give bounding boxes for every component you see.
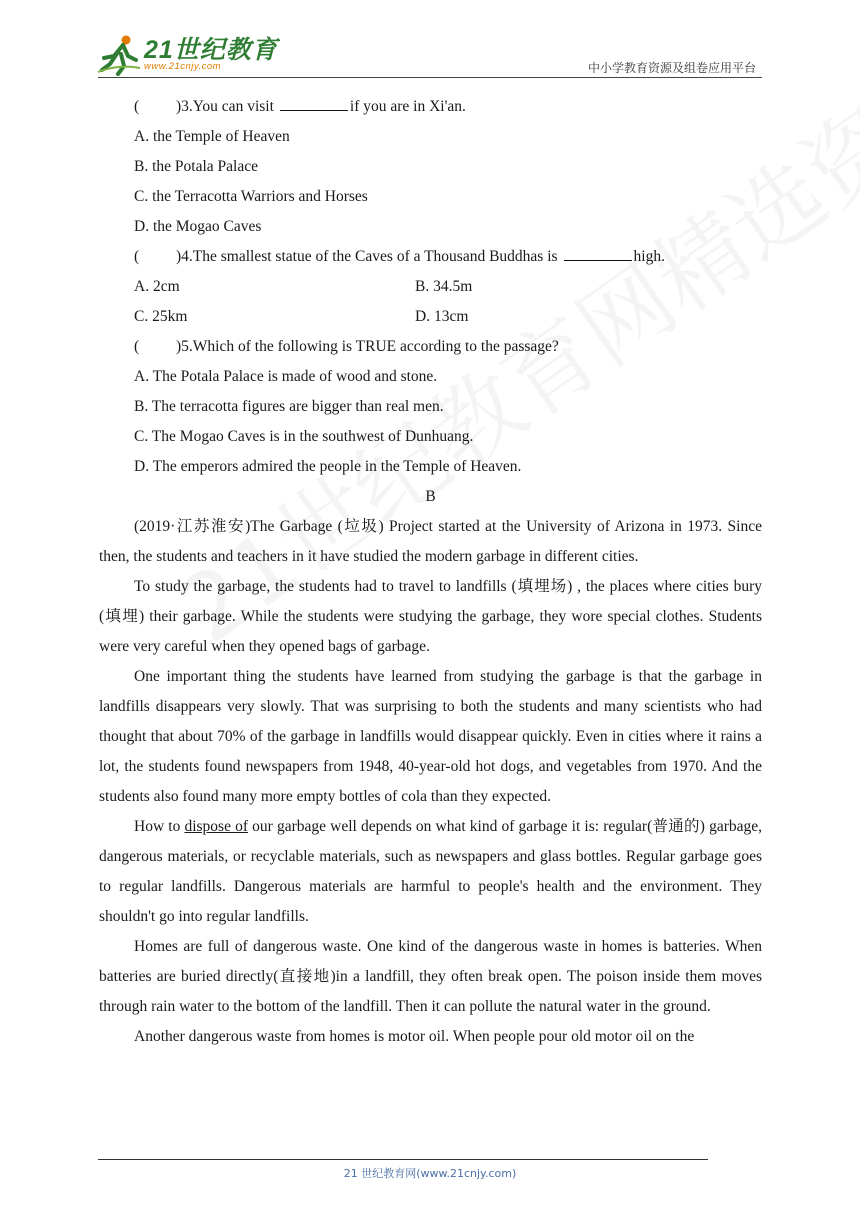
option-a: A. the Temple of Heaven [134, 128, 290, 145]
passage-paragraph-5: Homes are full of dangerous waste. One kind of the dangerous waste in homes is batteries. When batteries are buried directly(直接地)in a landfill, they often break open. The poison inside them moves through rain water to the bottom of the landfill. Then it can pollute the natural water in the ground. [99, 938, 762, 1015]
option-a: A. 2cm [134, 278, 180, 295]
answer-blank [564, 246, 632, 261]
section-label: B [425, 488, 436, 505]
option-d: D. 13cm [415, 308, 469, 325]
document-body [99, 92, 762, 1052]
logo-text: 21世纪教育 [144, 36, 278, 64]
question-text: )5.Which of the following is TRUE according to the passage? [176, 338, 559, 355]
answer-blank [280, 96, 348, 111]
answer-paren: ( [134, 338, 140, 355]
header-divider [98, 77, 762, 78]
option-c: C. 25km [134, 308, 188, 325]
paragraph-text: How to [134, 818, 185, 835]
options-row [99, 302, 762, 332]
page-header [0, 0, 860, 80]
answer-paren: ( [134, 98, 140, 115]
question-5 [99, 332, 762, 362]
passage-paragraph-3: One important thing the students have learned from studying the garbage is that the garbage in landfills disappears very slowly. That was surprising to both the students and many scientists who had thought that about 70% of the garbage in landfills would disappear quickly. Even in cities where it rains a lot, the students found newspapers from 1948, 40-year-old hot dogs, and vegetables from 1970. And the students also found many more empty bottles of cola than they expected. [99, 668, 762, 805]
question-text: )3.You can visit [176, 98, 274, 115]
answer-paren: ( [134, 248, 140, 265]
option-d: D. The emperors admired the people in the Temple of Heaven. [134, 458, 522, 475]
runner-icon [96, 34, 142, 76]
passage-paragraph-1: (2019·江苏淮安)The Garbage (垃圾) Project started at the University of Arizona in 1973. Since then, the students and teachers in it have studied the modern garbage in different cities. [99, 518, 762, 565]
options-row [99, 272, 762, 302]
question-text-after: high. [633, 248, 665, 265]
option-b: B. 34.5m [415, 278, 473, 295]
option-b: B. the Potala Palace [134, 158, 258, 175]
option-a: A. The Potala Palace is made of wood and stone. [134, 368, 438, 385]
question-text: )4.The smallest statue of the Caves of a Thousand Buddhas is [176, 248, 558, 265]
passage-paragraph-6: Another dangerous waste from homes is motor oil. When people pour old motor oil on the [134, 1028, 695, 1045]
option-d: D. the Mogao Caves [134, 218, 262, 235]
question-3 [99, 92, 762, 122]
site-logo[interactable] [96, 34, 278, 78]
option-c: C. the Terracotta Warriors and Horses [134, 188, 368, 205]
page-footer[interactable]: 21 世纪教育网(www.21cnjy.com) [343, 1167, 517, 1180]
logo-url: www.21cnjy.com [144, 61, 222, 72]
footer-divider [98, 1159, 708, 1160]
passage-paragraph-4 [99, 812, 762, 932]
option-b: B. The terracotta figures are bigger than real men. [134, 398, 444, 415]
option-c: C. The Mogao Caves is in the southwest of Dunhuang. [134, 428, 474, 445]
underlined-phrase: dispose of [184, 818, 249, 835]
passage-paragraph-2: To study the garbage, the students had to travel to landfills (填埋场) , the places where cities bury (填埋) their garbage. While the students were studying the garbage, they wore special clothes. Students were very careful when they opened bags of garbage. [99, 578, 762, 655]
paragraph-text: our garbage well depends on what kind of garbage it is: regular(普通的) garbage, dangerous materials, or recyclable materials, such as newspapers and glass bottles. Regular garbage goes to regular landfills. Dangerous materials are harmful to people's health and the environment. They shouldn't go into regular landfills. [99, 818, 762, 925]
platform-name: 中小学教育资源及组卷应用平台 [587, 61, 756, 75]
question-4 [99, 242, 762, 272]
question-text-after: if you are in Xi'an. [349, 98, 466, 115]
